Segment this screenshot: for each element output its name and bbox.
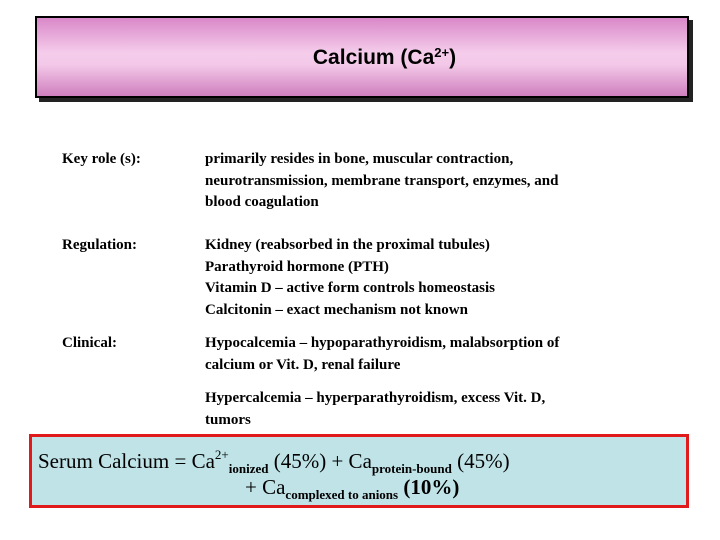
formula-part4: + Ca <box>245 475 286 499</box>
row-text-clinical <box>205 333 645 431</box>
formula-part2: (45%) + Ca <box>268 449 372 473</box>
formula-sup1: 2+ <box>214 447 229 462</box>
formula-line-1 <box>38 447 510 477</box>
formula-part1: Serum Calcium = Ca <box>38 449 215 473</box>
title-main: Calcium (Ca <box>312 45 435 69</box>
formula-line-2 <box>245 475 459 503</box>
row-label-regulation: Regulation: <box>62 237 137 253</box>
formula-sub-complexed: complexed to anions <box>285 487 399 502</box>
formula-part3: (45%) <box>451 449 510 473</box>
serum-calcium-formula-box <box>29 434 689 508</box>
hypercalcemia-text: Hypercalcemia – hyperparathyroidism, excess Vit. D, tumors <box>205 390 546 428</box>
title-banner <box>35 16 689 98</box>
formula-part5: (10%) <box>398 475 460 499</box>
formula-sub-protein-bound: protein-bound <box>371 461 452 476</box>
row-text-regulation <box>205 235 645 321</box>
title-superscript: 2+ <box>434 44 450 60</box>
title-close: ) <box>449 45 457 69</box>
row-text-key-role <box>205 149 645 214</box>
formula-sub-ionized: ionized <box>228 461 269 476</box>
row-label-key-role: Key role (s): <box>62 151 141 167</box>
row-label-clinical: Clinical: <box>62 335 117 351</box>
key-role-text: primarily resides in bone, muscular contraction, neurotransmission, membrane transport, enzymes, and blood coagulation <box>205 151 559 210</box>
slide-title <box>313 45 456 70</box>
hypocalcemia-text: Hypocalcemia – hypoparathyroidism, malabsorption of calcium or Vit. D, renal failure <box>205 335 560 373</box>
regulation-text: Kidney (reabsorbed in the proximal tubules) Parathyroid hormone (PTH) Vitamin D – active form controls homeostasis Calcitonin – exact mechanism not known <box>205 237 495 318</box>
